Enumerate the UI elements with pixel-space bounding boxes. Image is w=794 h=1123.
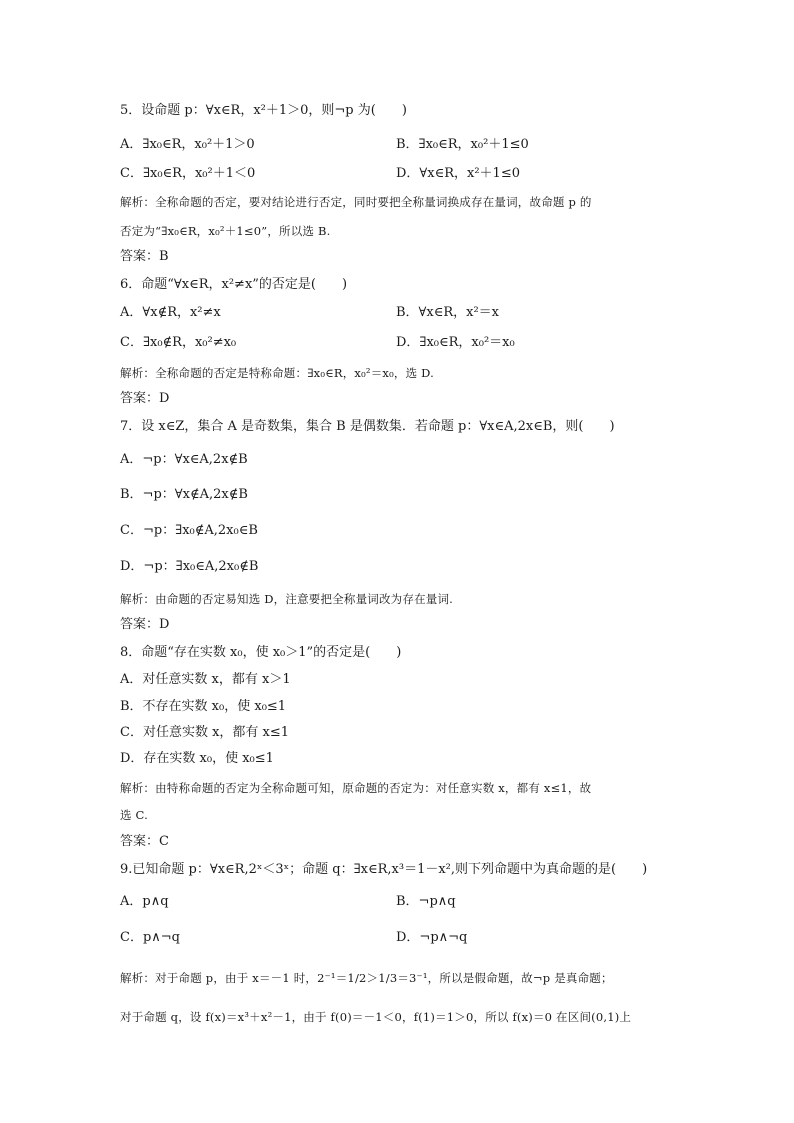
q5-option-c: C．∃x₀∈R，x₀²＋1＜0	[120, 166, 256, 181]
q8-option-a: A．对任意实数 x，都有 x＞1	[120, 672, 291, 687]
q5-solution-line-2: 否定为“∃x₀∈R，x₀²＋1≤0”，所以选 B.	[120, 224, 331, 238]
q6-solution: 解析：全称命题的否定是特称命题：∃x₀∈R，x₀²＝x₀，选 D.	[120, 366, 435, 380]
q5-option-a: A．∃x₀∈R，x₀²＋1＞0	[120, 137, 255, 152]
q5-stem: 5．设命题 p：∀x∈R，x²＋1＞0，则¬p 为( )	[120, 103, 407, 118]
q9-option-a: A．p∧q	[120, 894, 169, 909]
q8-stem: 8．命题“存在实数 x₀，使 x₀＞1”的否定是( )	[120, 645, 402, 660]
q7-option-a: A．¬p：∀x∈A,2x∉B	[120, 452, 248, 467]
q6-option-b: B．∀x∈R，x²＝x	[396, 305, 500, 320]
q9-solution-line-1: 解析：对于命题 p，由于 x＝－1 时，2⁻¹＝1/2＞1/3＝3⁻¹，所以是假命题，故¬p 是真命题；	[120, 971, 613, 985]
q6-option-d: D．∃x₀∈R，x₀²＝x₀	[396, 335, 515, 350]
q8-option-b: B．不存在实数 x₀，使 x₀≤1	[120, 699, 287, 714]
q8-answer: 答案：C	[120, 834, 169, 849]
q6-stem: 6．命题“∀x∈R，x²≠x”的否定是( )	[120, 277, 348, 292]
q8-option-d: D．存在实数 x₀，使 x₀≤1	[120, 751, 274, 766]
q9-stem: 9.已知命题 p：∀x∈R,2ˣ＜3ˣ；命题 q：∃x∈R,x³＝1－x²,则下列命题中为真命题的是( )	[120, 862, 648, 877]
q8-solution-line-2: 选 C.	[120, 808, 149, 822]
q7-stem: 7．设 x∈Z，集合 A 是奇数集，集合 B 是偶数集．若命题 p：∀x∈A,2x∈B，则( )	[120, 419, 615, 434]
q6-option-c: C．∃x₀∉R，x₀²≠x₀	[120, 335, 237, 350]
q8-solution-line-1: 解析：由特称命题的否定为全称命题可知，原命题的否定为：对任意实数 x，都有 x≤1，故	[120, 781, 592, 795]
q7-solution: 解析：由命题的否定易知选 D，注意要把全称量词改为存在量词.	[120, 592, 454, 606]
q7-option-b: B．¬p：∀x∉A,2x∉B	[120, 487, 248, 502]
q5-option-b: B．∃x₀∈R，x₀²＋1≤0	[396, 137, 529, 152]
q7-option-c: C．¬p：∃x₀∉A,2x₀∈B	[120, 523, 258, 538]
q9-solution-line-2: 对于命题 q，设 f(x)＝x³＋x²－1，由于 f(0)＝－1＜0，f(1)＝1＞0，所以 f(x)＝0 在区间(0,1)上	[120, 1010, 632, 1024]
q7-answer: 答案：D	[120, 617, 170, 632]
q9-option-b: B．¬p∧q	[396, 894, 456, 909]
q9-option-d: D．¬p∧¬q	[396, 930, 468, 945]
q5-option-d: D．∀x∈R，x²＋1≤0	[396, 166, 520, 181]
q5-solution-line-1: 解析：全称命题的否定，要对结论进行否定，同时要把全称量词换成存在量词，故命题 p 的	[120, 195, 592, 209]
q8-option-c: C．对任意实数 x，都有 x≤1	[120, 725, 290, 740]
q7-option-d: D．¬p：∃x₀∈A,2x₀∉B	[120, 559, 259, 574]
q6-answer: 答案：D	[120, 391, 170, 406]
q5-answer: 答案：B	[120, 249, 169, 264]
q9-option-c: C．p∧¬q	[120, 930, 180, 945]
q6-option-a: A．∀x∉R，x²≠x	[120, 305, 221, 320]
